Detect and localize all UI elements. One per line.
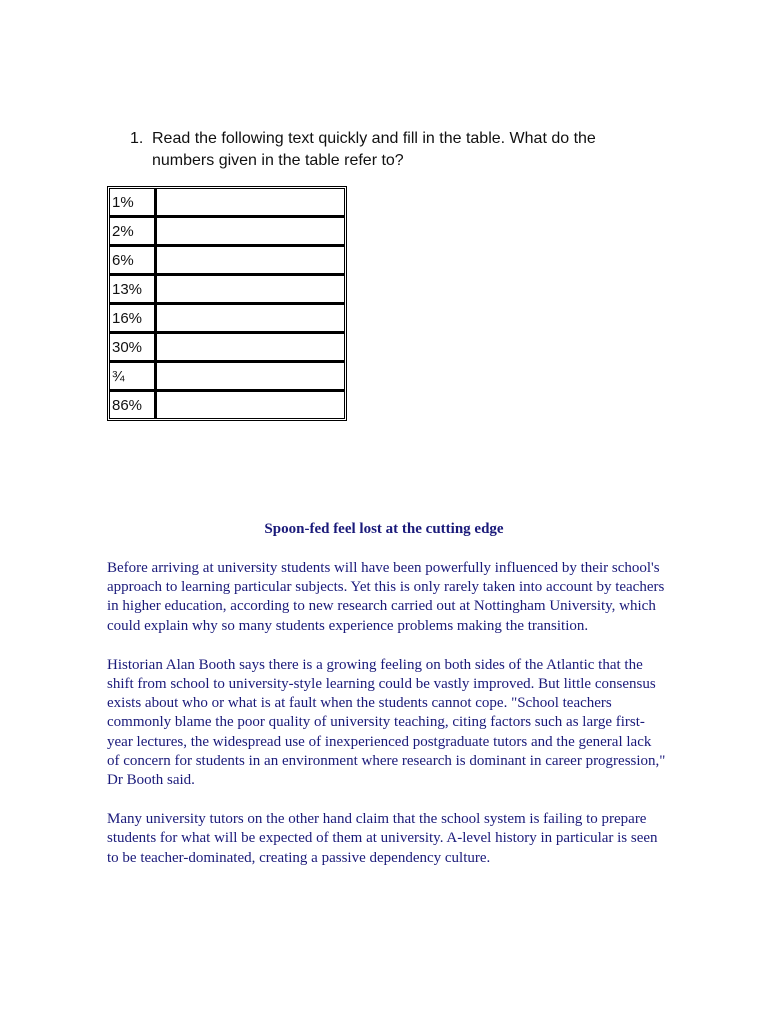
row-answer-cell[interactable] [156,332,345,361]
row-label: 13% [109,274,156,303]
table-row [109,216,345,245]
article-paragraph: Many university tutors on the other hand claim that the school system is failing to prepare students for what will be expected of them at university. A-level history in particular is seen to be teacher-dominated, creating a passive dependency culture. [107,811,658,866]
row-answer-cell[interactable] [156,188,345,216]
table-row [109,274,345,303]
table-row [109,303,345,332]
row-label: 16% [109,303,156,332]
table-row [109,188,345,216]
article-body [107,559,667,888]
article-paragraph: Historian Alan Booth says there is a growing feeling on both sides of the Atlantic that the shift from school to university-style learning could be vastly improved. But little consensus exists about who or what is at fault when the students cannot cope. "School teachers commonly blame the poor quality of university teaching, citing factors such as large first-year lectures, the widespread use of inexperienced postgraduate tutors and the general lack of concern for students in an environment where research is dominant in career progression," Dr Booth said. [107,656,666,789]
table-row [109,361,345,390]
question [130,128,650,172]
article-paragraph: Before arriving at university students will have been powerfully influenced by their school's approach to learning particular subjects. Yet this is only rarely taken into account by teachers in higher education, according to new research carried out at Nottingham University, which could explain why so many students experience problems making the transition. [107,560,665,634]
table-row [109,245,345,274]
row-answer-cell[interactable] [156,274,345,303]
row-answer-cell[interactable] [156,361,345,390]
row-label: 6% [109,245,156,274]
row-answer-cell[interactable] [156,390,345,419]
row-label: 86% [109,390,156,419]
row-label: ¾ [109,361,156,390]
row-answer-cell[interactable] [156,245,345,274]
row-answer-cell[interactable] [156,216,345,245]
answer-table [107,186,347,421]
table-row [109,332,345,361]
row-answer-cell[interactable] [156,303,345,332]
row-label: 30% [109,332,156,361]
question-number: 1. [130,130,144,147]
table-row [109,390,345,419]
row-label: 2% [109,216,156,245]
question-text: Read the following text quickly and fill in the table. What do the numbers given in the table refer to? [152,130,596,169]
article-title: Spoon-fed feel lost at the cutting edge [264,521,504,537]
row-label: 1% [109,188,156,216]
